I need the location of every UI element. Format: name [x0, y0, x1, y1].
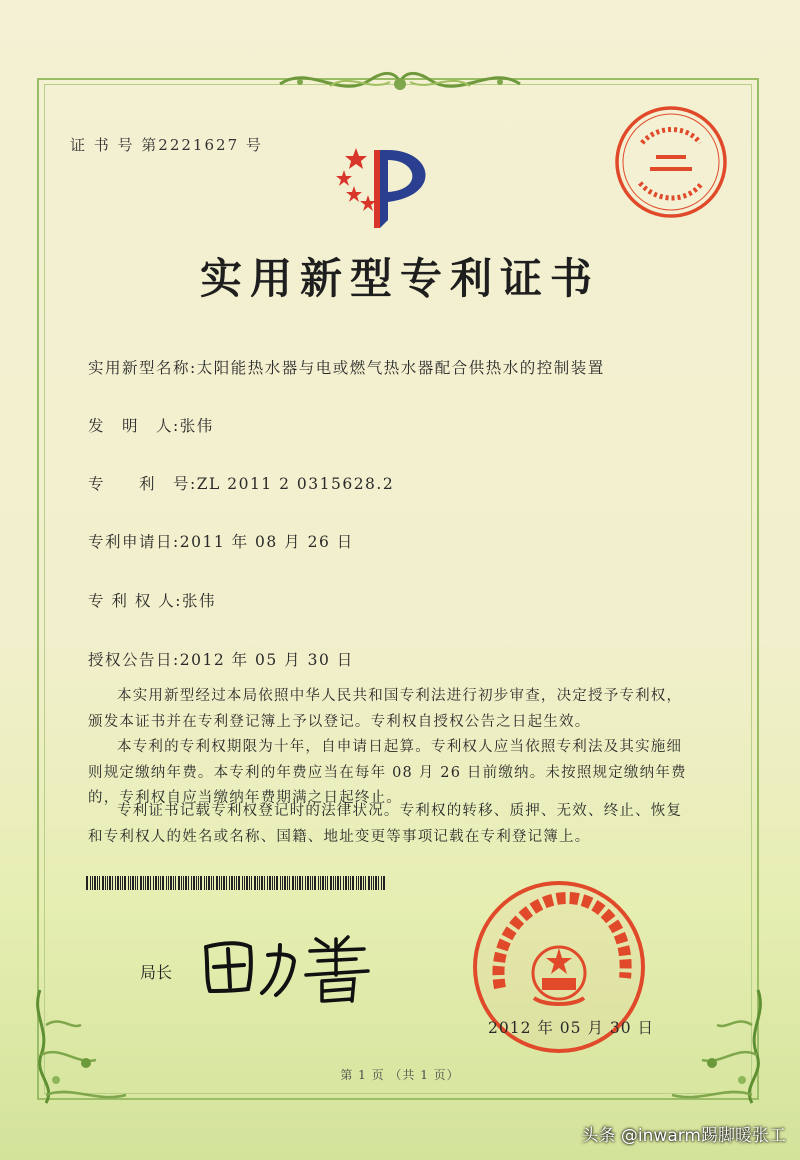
field-value: ZL 2011 2 0315628.2 [196, 475, 395, 493]
certificate-title: 实用新型专利证书 [199, 254, 600, 303]
field-label: 实用新型名称: [88, 359, 197, 377]
patentee-field [88, 589, 216, 611]
field-label: 专利申请日: [88, 533, 180, 551]
field-label: 专 利 权 人: [88, 592, 183, 610]
paragraph-legal-status: 专利证书记载专利权登记时的法律状况。专利权的转移、质押、无效、终止、恢复和专利权人的姓名或名称、国籍、地址变更等事项记载在专利登记簿上。 [88, 803, 683, 845]
field-value: 2011 年 08 月 26 日 [179, 533, 354, 551]
tax-stamp-seal-icon [612, 103, 730, 221]
grant-date-field [88, 648, 354, 670]
director-label: 局长 [140, 963, 173, 982]
source-watermark: 头条 @inwarm踢脚暖张工 [581, 1126, 786, 1146]
application-date-field [88, 530, 354, 552]
field-value: 2012 年 05 月 30 日 [179, 651, 354, 669]
field-value: 张伟 [182, 592, 217, 610]
field-label: 授权公告日: [88, 651, 180, 669]
paragraph-term: 本专利的专利权期限为十年，自申请日起算。专利权人应当依照专利法及其实施细则规定缴纳年费。本专利的年费应当在每年 08 月 26 日前缴纳。未按照规定缴纳年费的，专利权自应当缴纳年费期满之日起终止。 [88, 739, 687, 806]
director-signature-icon [198, 925, 378, 1005]
certificate-number: 证 书 号 第2221627 号 [70, 136, 263, 154]
page-number: 第 1 页 （共 1 页） [340, 1068, 460, 1082]
bottom-right-ornament-icon [662, 985, 772, 1110]
patent-office-logo-icon [328, 140, 458, 235]
field-label: 专 利 号: [88, 475, 197, 493]
issue-date: 2012 年 05 月 30 日 [488, 1019, 655, 1037]
field-value: 太阳能热水器与电或燃气热水器配合供热水的控制装置 [196, 359, 605, 377]
top-ornament-icon [270, 62, 530, 102]
bottom-left-ornament-icon [26, 985, 136, 1110]
field-label: 发 明 人: [88, 417, 180, 435]
field-value: 张伟 [179, 417, 214, 435]
utility-model-name-field [88, 356, 605, 378]
patent-number-field [88, 472, 394, 494]
inventor-field [88, 414, 214, 436]
barcode-icon [86, 876, 386, 890]
paragraph-grant: 本实用新型经过本局依照中华人民共和国专利法进行初步审查，决定授予专利权，颁发本证书并在专利登记簿上予以登记。专利权自授权公告之日起生效。 [88, 688, 683, 730]
